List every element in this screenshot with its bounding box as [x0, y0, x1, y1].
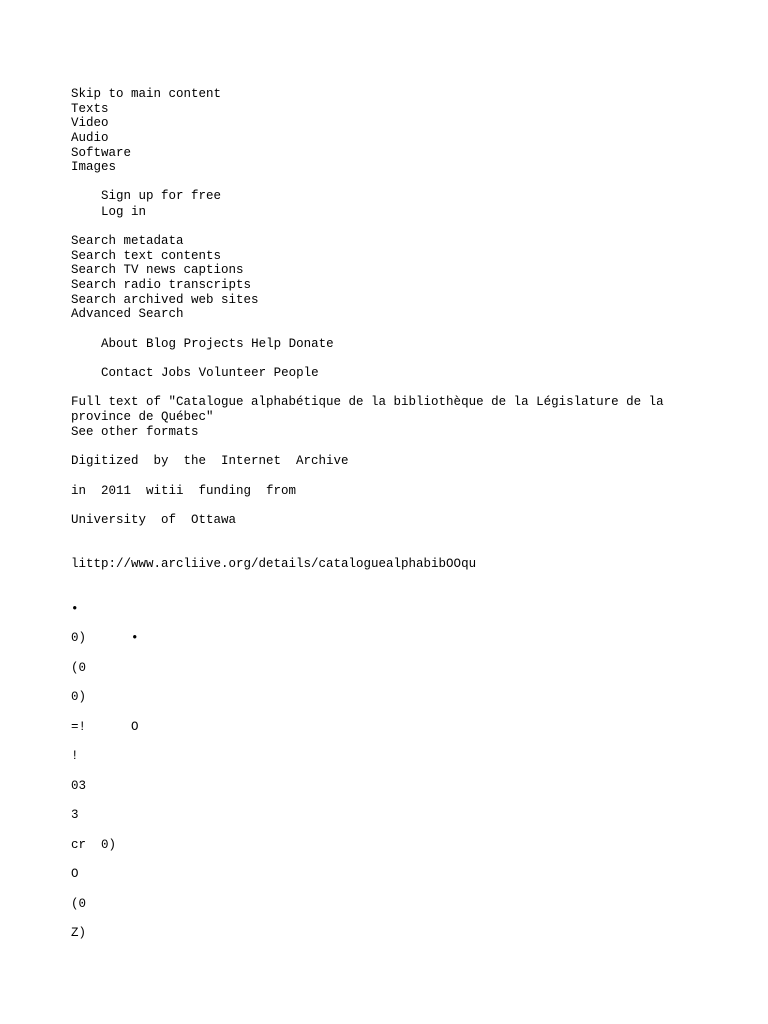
skip-to-main-link[interactable]: Skip to main content	[71, 87, 222, 101]
help-link[interactable]: Help	[251, 336, 282, 351]
ocr-line: O	[71, 867, 79, 882]
ocr-line: 0) •	[71, 631, 139, 646]
nav-video-link[interactable]: Video	[71, 116, 109, 131]
projects-link[interactable]: Projects	[183, 336, 244, 351]
ocr-line: University of Ottawa	[71, 513, 237, 528]
ocr-line: (0	[71, 660, 87, 675]
ocr-line: •	[71, 601, 79, 616]
spacer	[71, 175, 711, 190]
ocr-line: 3	[71, 808, 79, 823]
donate-link[interactable]: Donate	[288, 336, 334, 351]
see-other-formats-link[interactable]: See other formats	[71, 424, 199, 439]
signup-link[interactable]: Sign up for free	[101, 188, 222, 203]
ocr-line: cr 0)	[71, 837, 117, 852]
nav-software-link[interactable]: Software	[71, 145, 132, 160]
nav-audio-link[interactable]: Audio	[71, 131, 109, 146]
spacer	[71, 219, 711, 234]
search-radio-transcripts-option[interactable]: Search radio transcripts	[71, 277, 252, 292]
about-link[interactable]: About	[101, 336, 139, 351]
ocr-text-block	[71, 454, 711, 941]
spacer	[71, 440, 711, 455]
footer-nav-primary	[71, 337, 711, 352]
ocr-line: Digitized by the Internet Archive	[71, 454, 349, 469]
spacer	[71, 381, 711, 396]
ocr-line: Z)	[71, 926, 87, 941]
ocr-line: !	[71, 749, 79, 764]
ocr-line: 03	[71, 778, 87, 793]
advanced-search-link[interactable]: Advanced Search	[71, 307, 184, 322]
ocr-line: in 2011 witii funding from	[71, 483, 297, 498]
spacer	[71, 351, 711, 366]
nav-texts-link[interactable]: Texts	[71, 101, 109, 116]
ocr-line: littp://www.arcliive.org/details/cataloguealphabibOOqu	[71, 557, 477, 572]
page-content	[71, 87, 711, 941]
nav-images-link[interactable]: Images	[71, 160, 117, 175]
ocr-line: 0)	[71, 690, 87, 705]
search-web-sites-option[interactable]: Search archived web sites	[71, 292, 259, 307]
login-link[interactable]: Log in	[101, 204, 147, 219]
search-tv-captions-option[interactable]: Search TV news captions	[71, 263, 244, 278]
footer-nav-secondary	[71, 366, 711, 381]
search-text-contents-option[interactable]: Search text contents	[71, 248, 222, 263]
contact-link[interactable]: Contact	[101, 366, 154, 381]
jobs-link[interactable]: Jobs	[161, 366, 192, 381]
full-text-title: Full text of "Catalogue alphabétique de la bibliothèque de la Législature de la province de Québec"	[71, 395, 664, 425]
volunteer-link[interactable]: Volunteer	[198, 366, 267, 381]
ocr-line: (0	[71, 896, 87, 911]
blog-link[interactable]: Blog	[146, 336, 177, 351]
people-link[interactable]: People	[273, 366, 319, 381]
search-metadata-option[interactable]: Search metadata	[71, 233, 184, 248]
spacer	[71, 322, 711, 337]
ocr-line: =! O	[71, 719, 139, 734]
